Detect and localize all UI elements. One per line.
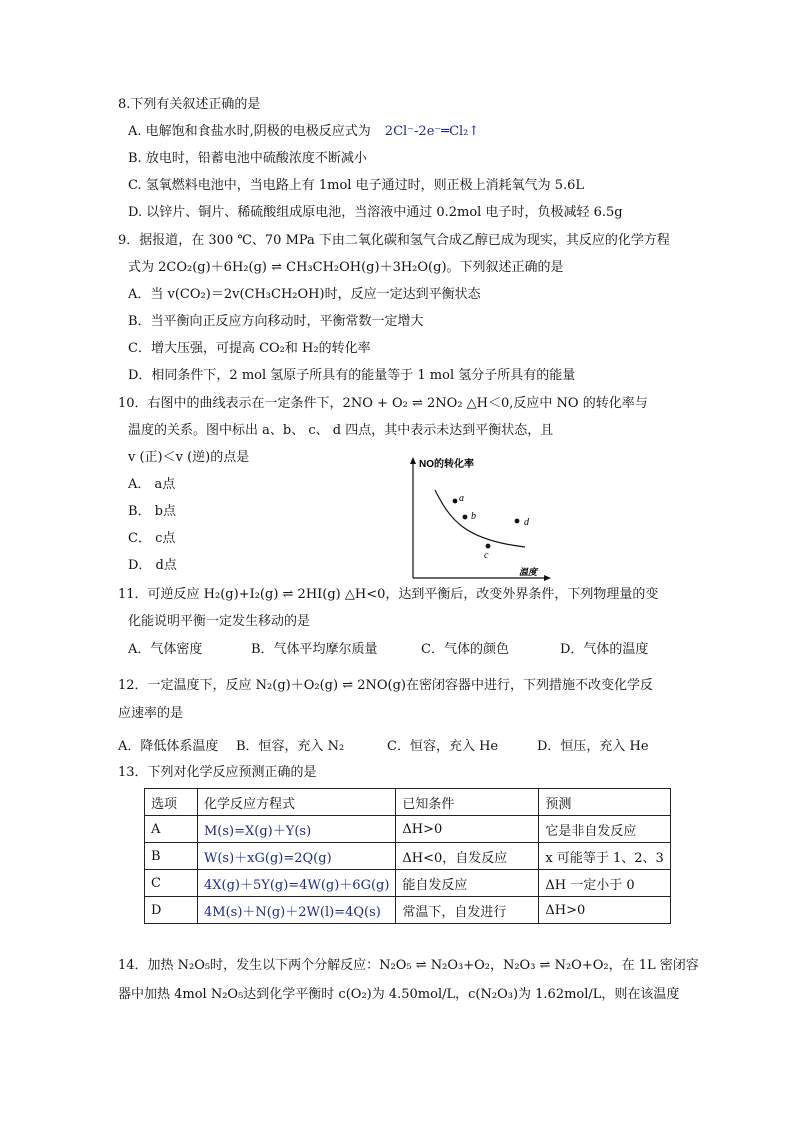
q8-option-c: C. 氢氧燃料电池中，当电路上有 1mol 电子通过时，则正极上消耗氧气为 5.6L [128, 178, 585, 193]
q11-option-c: C．气体的颜色 [421, 642, 509, 657]
table-cell: ΔH 一定小于 0 [539, 870, 670, 897]
q11-option-a: A．气体密度 [128, 642, 203, 657]
table-cell: C [145, 870, 198, 897]
table-cell: A [145, 816, 198, 843]
label-a: a [459, 493, 464, 504]
q8-option-b: B. 放电时，铅蓄电池中硫酸浓度不断减小 [128, 151, 367, 166]
q12-option-c: C．恒容，充入 He [387, 739, 499, 754]
header-option: 选项 [145, 789, 198, 816]
table-row [145, 843, 671, 870]
label-d: d [524, 517, 529, 528]
table-cell: 常温下，自发进行 [396, 897, 539, 924]
q9-stem-2: 式为 2CO₂(g)＋6H₂(g) ⇌ CH₃CH₂OH(g)＋3H₂O(g)。下列叙述正确的是 [128, 260, 564, 275]
x-axis-arrow-icon [544, 575, 551, 581]
q8-stem: 8.下列有关叙述正确的是 [118, 97, 261, 112]
table-cell: W(s)＋xG(g)=2Q(g) [198, 843, 396, 870]
q8-option-a-formula: 2Cl⁻-2e⁻═Cl₂↑ [384, 124, 480, 139]
q12-option-d: D．恒压，充入 He [537, 739, 649, 754]
table-row [145, 816, 671, 843]
table-row [145, 897, 671, 924]
q8-option-a-text: A. 电解饱和食盐水时,阴极的电极反应式为 [128, 124, 371, 139]
table-cell: 4X(g)＋5Y(g)=4W(g)＋6G(g) [198, 870, 396, 897]
table-cell: ΔH>0 [539, 897, 670, 924]
q11-option-b: B．气体平均摩尔质量 [251, 642, 378, 657]
q12-option-b: B．恒容，充入 N₂ [236, 739, 345, 754]
point-c [486, 544, 491, 549]
point-b [463, 515, 468, 520]
table-cell: 能自发反应 [396, 870, 539, 897]
q10-conversion-graph [405, 455, 555, 585]
y-axis-arrow-icon [410, 457, 416, 464]
header-prediction: 预测 [539, 789, 670, 816]
table-row [145, 870, 671, 897]
label-c: c [484, 550, 489, 561]
table-header-row [145, 789, 671, 816]
q9-option-d: D．相同条件下，2 mol 氢原子所具有的能量等于 1 mol 氢分子所具有的能量 [128, 368, 576, 383]
q14-stem-2: 器中加热 4mol N₂O₅达到化学平衡时 c(O₂)为 4.50mol/L，c(N₂O₃)为 1.62mol/L，则在该温度 [118, 987, 680, 1002]
q9-option-c: C．增大压强，可提高 CO₂和 H₂的转化率 [128, 341, 371, 356]
q11-stem-2: 化能说明平衡一定发生移动的是 [128, 614, 311, 629]
table-cell: 4M(s)＋N(g)＋2W(l)=4Q(s) [198, 897, 396, 924]
q10-option-a: A． a点 [128, 477, 176, 492]
q12-option-a: A．降低体系温度 [118, 739, 219, 754]
table-cell: 它是非自发反应 [539, 816, 670, 843]
conversion-curve [435, 490, 525, 547]
q8-option-a [128, 123, 479, 141]
q12-stem: 12．一定温度下，反应 N₂(g)＋O₂(g) ⇌ 2NO(g)在密闭容器中进行，下列措施不改变化学反 [118, 678, 653, 693]
table-cell: B [145, 843, 198, 870]
q10-stem-2: 温度的关系。图中标出 a、b、 c、 d 四点，其中表示未达到平衡状态，且 [128, 423, 554, 438]
q14-stem: 14．加热 N₂O₅时，发生以下两个分解反应：N₂O₅ ⇌ N₂O₃+O₂，N₂O₃ ⇌ N₂O+O₂，在 1L 密闭容 [118, 958, 699, 973]
q10-option-b: B． b点 [128, 504, 177, 519]
y-axis-label: NO的转化率 [419, 459, 474, 470]
table-cell: ΔH<0，自发反应 [396, 843, 539, 870]
q10-option-c: C． c点 [128, 531, 176, 546]
table-cell: D [145, 897, 198, 924]
header-condition: 已知条件 [396, 789, 539, 816]
table-cell: ΔH>0 [396, 816, 539, 843]
point-a [453, 499, 458, 504]
q10-graph-svg [405, 455, 555, 585]
q9-stem: 9．据报道，在 300 ℃、70 MPa 下由二氧化碳和氢气合成乙醇已成为现实，其反应的化学方程 [118, 233, 670, 248]
q13-table [144, 788, 671, 924]
q12-stem-2: 应速率的是 [118, 706, 184, 721]
q9-option-a: A．当 v(CO₂)＝2v(CH₃CH₂OH)时，反应一定达到平衡状态 [128, 287, 481, 302]
q8-option-d: D. 以锌片、铜片、稀硫酸组成原电池，当溶液中通过 0.2mol 电子时，负极减轻 6.5g [128, 205, 623, 220]
point-d [515, 519, 520, 524]
label-b: b [471, 511, 476, 522]
q9-option-b: B．当平衡向正反应方向移动时，平衡常数一定增大 [128, 314, 424, 329]
q10-stem-3: v (正)＜v (逆)的点是 [128, 450, 250, 465]
x-axis-label: 温度 [519, 567, 538, 577]
header-equation: 化学反应方程式 [198, 789, 396, 816]
q10-stem: 10．右图中的曲线表示在一定条件下，2NO + O₂ ⇌ 2NO₂ △H＜0,反应中 NO 的转化率与 [118, 396, 648, 411]
table-cell: x 可能等于 1、2、3 [539, 843, 670, 870]
q11-stem: 11．可逆反应 H₂(g)+I₂(g) ⇌ 2HI(g) △H<0，达到平衡后，改变外界条件，下列物理量的变 [118, 587, 659, 602]
q13-stem: 13．下列对化学反应预测正确的是 [118, 765, 317, 780]
q11-option-d: D．气体的温度 [560, 642, 649, 657]
table-cell: M(s)=X(g)＋Y(s) [198, 816, 396, 843]
q10-option-d: D． d点 [128, 558, 177, 573]
